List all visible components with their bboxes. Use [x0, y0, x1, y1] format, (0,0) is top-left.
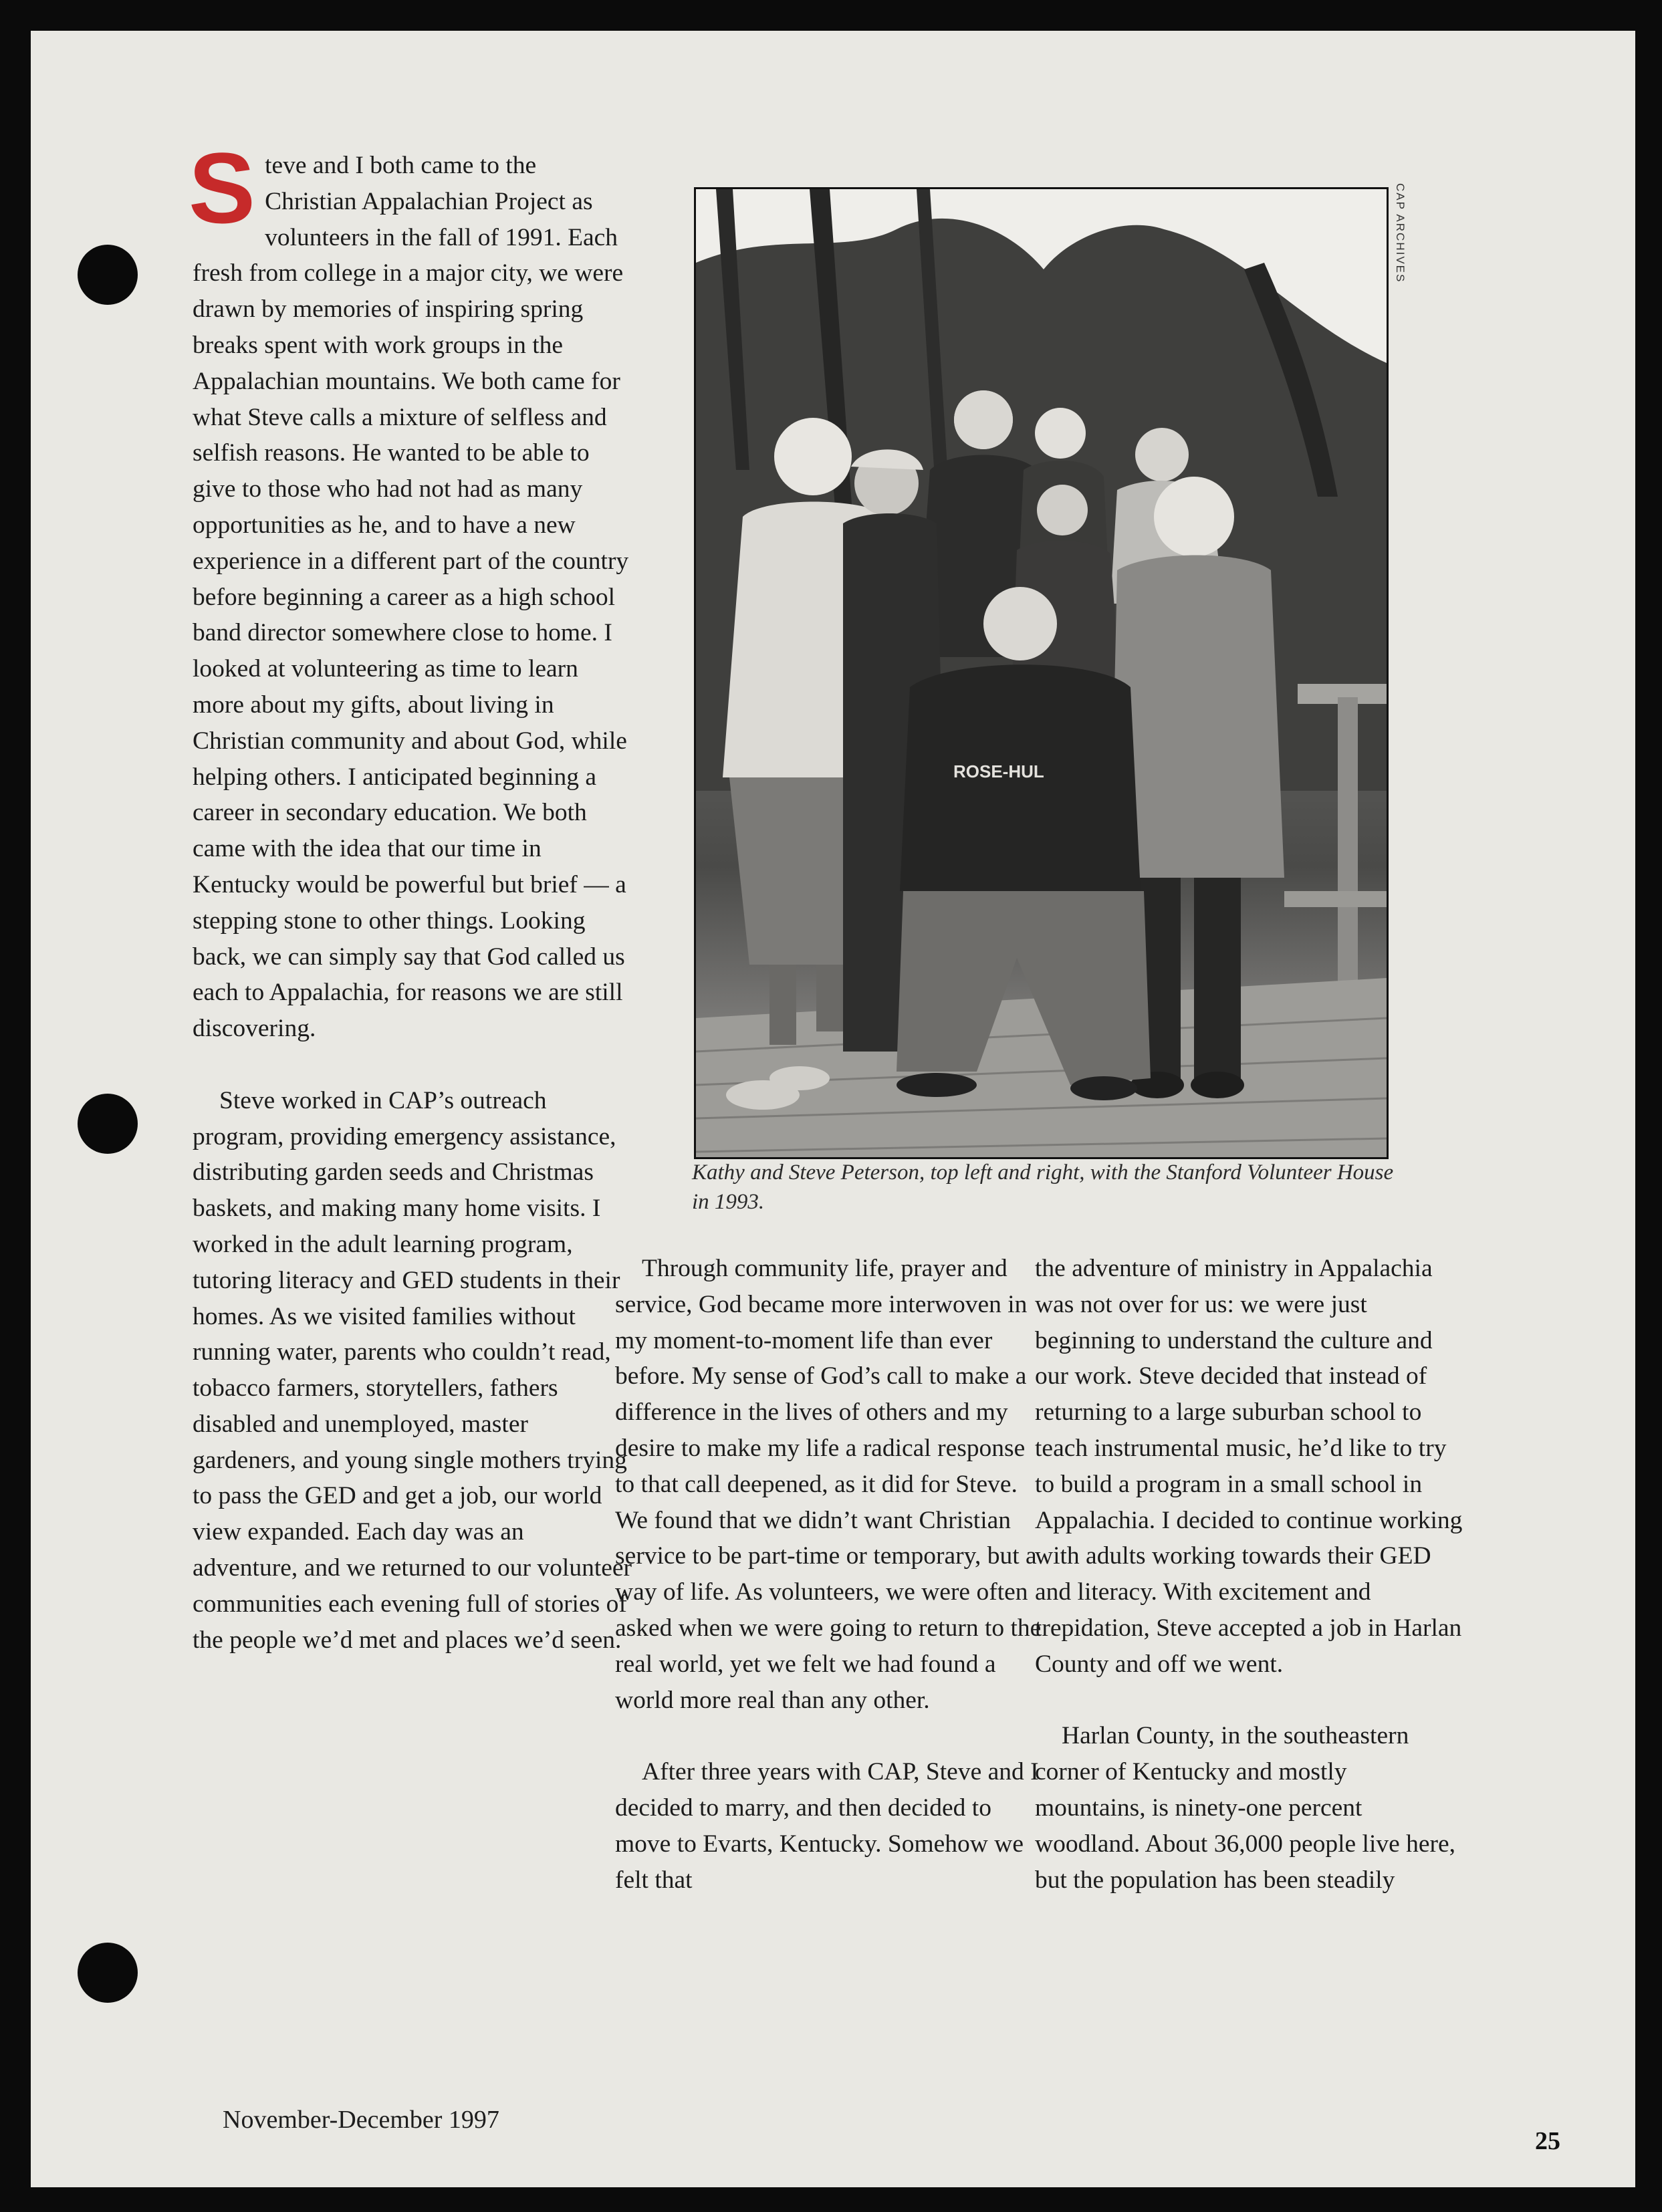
article-column-2: [615, 1251, 1043, 1898]
sweatshirt-text: ROSE-HUL: [953, 761, 1044, 781]
group-photo: [694, 187, 1389, 1159]
article-column-1: [189, 132, 634, 1658]
binder-hole: [78, 1094, 138, 1154]
paragraph-text: After three years with CAP, Steve and I decided to marry, and then decided to move to Evarts, Kentucky. Somehow we felt that: [615, 1758, 1039, 1894]
binder-hole: [78, 245, 138, 305]
group-photo-illustration: [696, 189, 1387, 1157]
paragraph-text: the adventure of ministry in Appalachia was not over for us: we were just beginning to understand the culture and our work. Steve decided that instead of returning to a large suburban school to teach instrumental music, he’d like to try to build a program in a small school in Appalachia. I decided to continue working with adults working towards their GED and literacy. With excitement and trepidation, Steve accepted a job in Harlan County and off we went.: [1035, 1255, 1463, 1678]
paragraph: [193, 1083, 634, 1658]
paragraph-text: Through community life, prayer and service, God became more interwoven in my moment-to-moment life than ever before. My sense of God’s call to make a difference in the lives of others and my desire to make my life a radical response to that call deepened, as it did for Steve. We found that we didn’t want Christian service to be part-time or temporary, but a way of life. As volunteers, we were often asked when we were going to return to the real world, yet we felt we had found a world more real than any other.: [615, 1255, 1042, 1714]
page-number: 25: [1535, 2127, 1560, 2155]
paragraph-text: teve and I both came to the Christian Appalachian Project as volunteers in the fall of 1991. Each fresh from college in a major city, we were drawn by memories of inspiring spring breaks spent with work groups in the Appalachian mountains. We both came for what Steve calls a mixture of selfless and selfish reasons. He wanted to be able to give to those who had not had as many opportunities as he, and to have a new experience in a different part of the country before beginning a career as a high school band director somewhere close to home. I looked at volunteering as time to learn more about my gifts, about living in Christian community and about God, while helping others. I anticipated beginning a career in secondary education. We both came with the idea that our time in Kentucky would be powerful but brief — a stepping stone to other things. Looking back, we can simply say that God called us each to Appalachia, for reasons we are still discovering.: [193, 152, 629, 1043]
magazine-page: [31, 31, 1635, 2187]
article-column-3: [1035, 1251, 1463, 1898]
paragraph: [1035, 1251, 1463, 1683]
paragraph: [1035, 1718, 1463, 1898]
paragraph: [615, 1251, 1043, 1718]
paragraph-text: Harlan County, in the southeastern corner of Kentucky and mostly mountains, is ninety-one percent woodland. About 36,000 people live here, but the population has been steadily: [1035, 1722, 1456, 1894]
issue-date: November-December 1997: [223, 2106, 499, 2134]
paragraph: [615, 1754, 1043, 1898]
drop-cap: S: [189, 132, 256, 244]
paragraph-text: Steve worked in CAP’s outreach program, providing emergency assistance, distributing garden seeds and Christmas baskets, and making many home visits. I worked in the adult learning program, tutoring literacy and GED students in their homes. As we visited families without running water, parents who couldn’t read, tobacco farmers, storytellers, fathers disabled and unemployed, master gardeners, and young single mothers trying to pass the GED and get a job, our world view expanded. Each day was an adventure, and we returned to our volunteer communities each evening full of stories of the people we’d met and places we’d seen.: [193, 1086, 632, 1654]
paragraph: [189, 132, 634, 1047]
binder-hole: [78, 1943, 138, 2003]
photo-credit: CAP ARCHIVES: [1394, 183, 1407, 283]
photo-caption: Kathy and Steve Peterson, top left and right, with the Stanford Volunteer House in 1993.: [692, 1160, 1394, 1214]
